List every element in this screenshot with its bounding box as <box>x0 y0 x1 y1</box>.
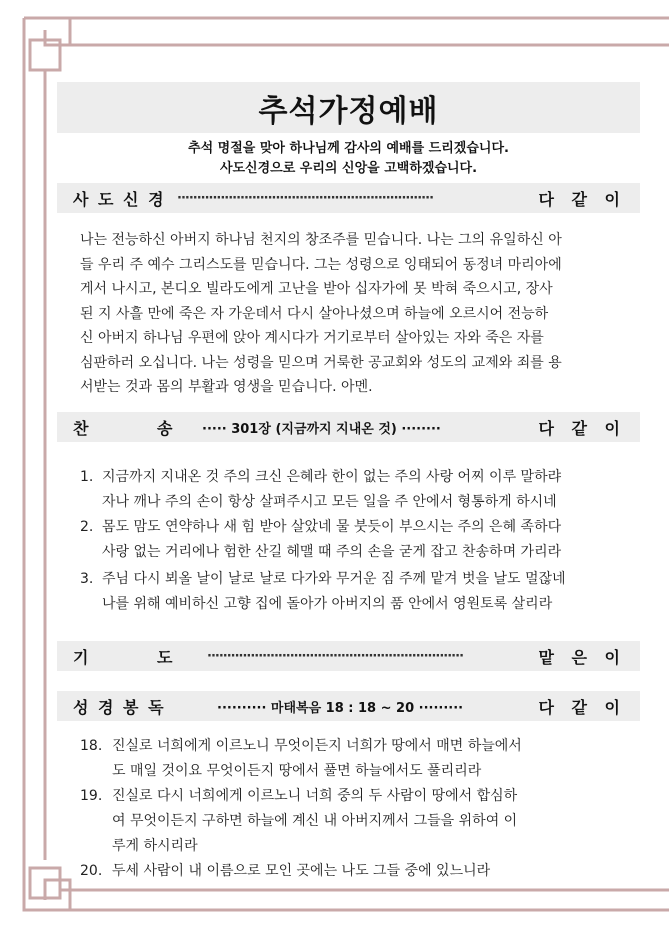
section-label-2: 송 <box>157 418 173 438</box>
page-title: 추석가정예배 <box>258 93 439 129</box>
verse-number: 3. <box>80 571 94 587</box>
verse-number: 2. <box>80 519 94 535</box>
verse-line: 사랑 없는 거리에나 험한 산길 헤맬 때 주의 손을 굳게 잡고 찬송하며 가리라 <box>102 544 562 560</box>
intro-line-2: 사도신경으로 우리의 신앙을 고백하겠습니다. <box>219 161 478 176</box>
verse-line: 자나 깨나 주의 손이 항상 살펴주시고 모든 일을 주 안에서 형통하게 하시네 <box>102 494 557 510</box>
scripture-verse <box>80 859 635 884</box>
section-responsible: 다 같 이 <box>538 697 620 717</box>
verse-line: 여 무엇이든지 구하면 하늘에 계신 내 아버지께서 그들을 위하여 이 <box>112 813 518 829</box>
section-responsible: 맡 은 이 <box>538 647 620 667</box>
hymn-title: ····· 301장 (지금까지 지내온 것) ········ <box>202 421 441 437</box>
hymn-verse <box>80 515 635 565</box>
verse-line: 진실로 너희에게 이르노니 무엇이든지 너희가 땅에서 매면 하늘에서 <box>112 738 522 754</box>
section-label-2: 도 <box>157 647 173 667</box>
creed-line: 나는 전능하신 아버지 하나님 천지의 창조주를 믿습니다. 나는 그의 유일하신 아 <box>80 232 562 248</box>
creed-line: 서받는 것과 몸의 부활과 영생을 믿습니다. 아멘. <box>80 379 373 395</box>
section-label: 기 <box>73 647 89 667</box>
verse-line: 몸도 맘도 연약하나 새 힘 받아 살았네 물 붓듯이 부으시는 주의 은혜 족하다 <box>102 519 562 535</box>
scripture-verse <box>80 784 635 859</box>
intro-line-1: 추석 명절을 맞아 하나님께 감사의 예배를 드리겠습니다. <box>188 141 509 156</box>
section-header-hymn <box>57 412 640 442</box>
section-header-creed <box>57 183 640 213</box>
verse-number: 18. <box>80 738 103 754</box>
verse-line: 나를 위해 예비하신 고향 집에 돌아가 아버지의 품 안에서 영원토록 살리라 <box>102 596 553 612</box>
verse-line: 진실로 다시 너희에게 이르노니 너희 중의 두 사람이 땅에서 합심하 <box>112 788 518 804</box>
verse-number: 1. <box>80 469 94 485</box>
creed-line: 들 우리 주 예수 그리스도를 믿습니다. 그는 성령으로 잉태되어 동정녀 마리아에 <box>80 256 562 273</box>
creed-line: 신 아버지 하나님 우편에 앉아 계시다가 거기로부터 살아있는 자와 죽은 자를 <box>80 330 544 346</box>
section-responsible: 다 같 이 <box>538 189 620 209</box>
scripture-verse <box>80 734 635 784</box>
section-header-reading <box>57 691 640 721</box>
hymn-verse <box>80 567 635 617</box>
verse-line: 지금까지 지내온 것 주의 크신 은혜라 한이 없는 주의 사랑 어찌 이루 말하랴 <box>102 469 562 485</box>
scripture-reference: ·········· 마태복음 18 : 18 ~ 20 ········· <box>217 700 464 716</box>
section-label: 사 도 신 경 <box>73 189 166 209</box>
section-responsible: 다 같 이 <box>538 418 620 438</box>
creed-line: 심판하러 오십니다. 나는 성령을 믿으며 거룩한 공교회와 성도의 교제와 죄를 용 <box>80 354 562 371</box>
verse-line: 주님 다시 뵈올 날이 날로 날로 다가와 무거운 짐 주께 맡겨 벗을 날도 멀잖네 <box>102 571 566 587</box>
title-band <box>57 82 640 133</box>
verse-number: 20. <box>80 863 103 879</box>
verse-line: 도 매일 것이요 무엇이든지 땅에서 풀면 하늘에서도 풀리리라 <box>112 763 482 779</box>
hymn-verse <box>80 465 635 515</box>
section-label: 성 경 봉 독 <box>73 697 166 717</box>
leader-dots: ································································· <box>177 190 434 206</box>
verse-line: 루게 하시리라 <box>112 838 198 854</box>
section-label: 찬 <box>73 418 89 438</box>
verse-number: 19. <box>80 788 103 804</box>
creed-text <box>80 228 620 400</box>
creed-line: 된 지 사흘 만에 죽은 자 가운데서 다시 살아나셨으며 하늘에 오르시어 전능하 <box>80 305 549 322</box>
section-header-prayer <box>57 641 640 671</box>
leader-dots: ································································· <box>207 648 464 664</box>
creed-line: 게서 나시고, 본디오 빌라도에게 고난을 받아 십자가에 못 박혀 죽으시고, 장사 <box>80 281 553 297</box>
verse-line: 두세 사람이 내 이름으로 모인 곳에는 나도 그들 중에 있느니라 <box>112 863 491 879</box>
